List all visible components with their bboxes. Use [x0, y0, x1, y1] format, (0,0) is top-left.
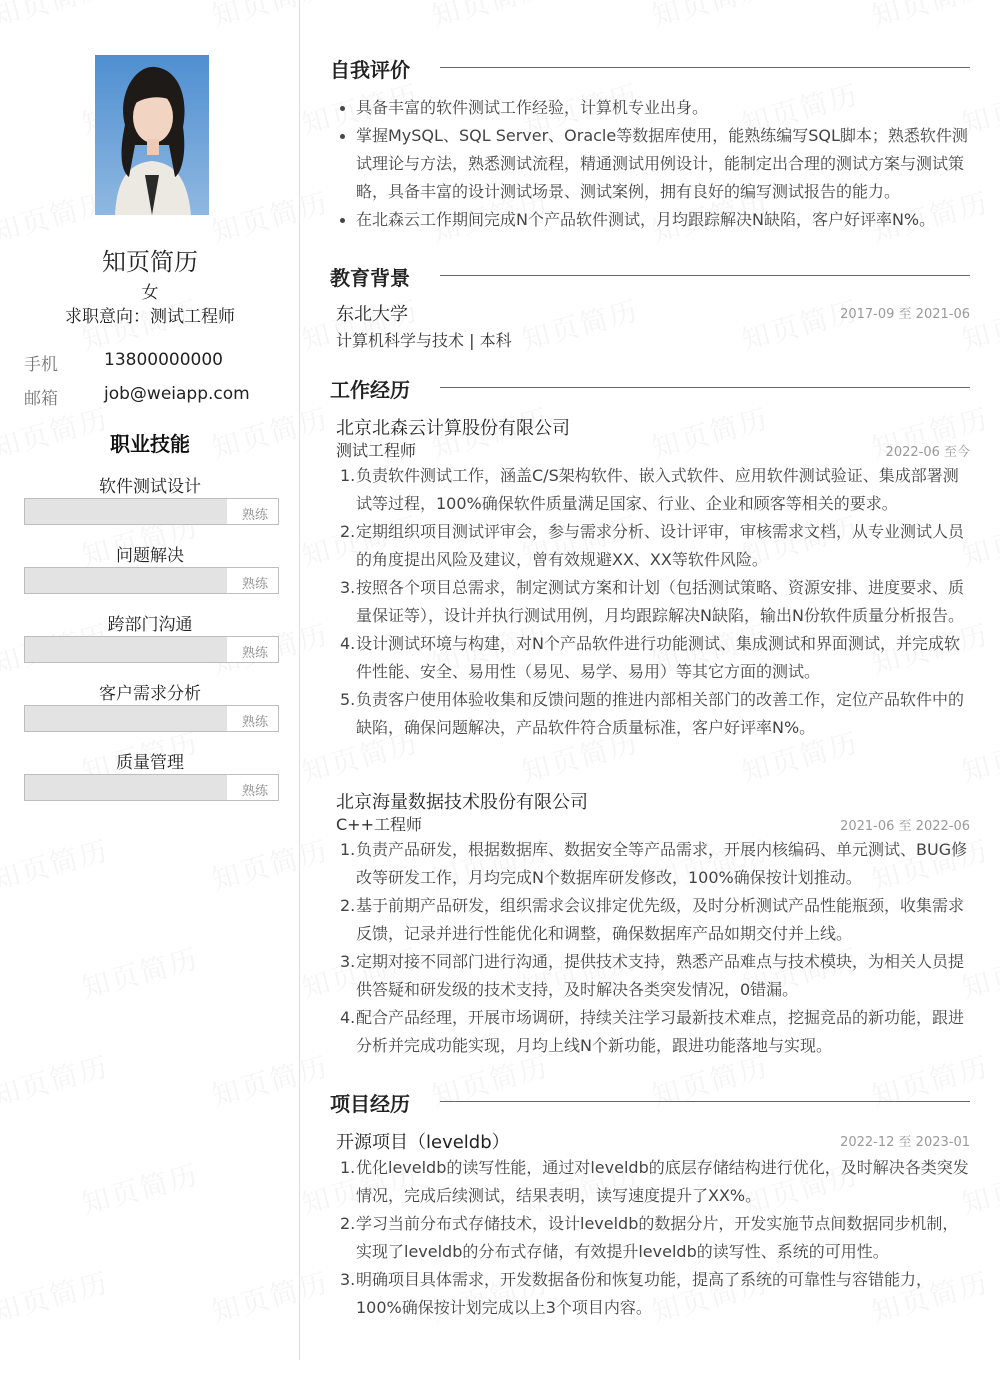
item-text: 定期对接不同部门进行沟通，提供技术支持，熟悉产品难点与技术模块，为相关人员提供答疑和研发级的技术支持，及时解决各类突发情况，0错漏。 [356, 952, 965, 999]
item-number: 1. [340, 1158, 356, 1177]
email-label: 邮箱 [24, 389, 58, 409]
item-number: 2. [340, 896, 356, 915]
skill-name: 问题解决 [116, 546, 184, 566]
item-text: 设计测试环境与构建，对N个产品软件进行功能测试、集成测试和界面测试，并完成软件性能、安全、易用性（易见、易学、易用）等其它方面的测试。 [356, 634, 960, 681]
job-date: 2022-06 至今 [885, 445, 970, 460]
candidate-gender: 女 [141, 283, 159, 303]
skill-level-bar [24, 705, 279, 732]
skill-name: 软件测试设计 [99, 477, 201, 497]
education-title: 教育背景 [330, 262, 410, 291]
school-name: 东北大学 [336, 304, 408, 325]
skill-level-fill [25, 775, 227, 800]
list-item [330, 1266, 970, 1322]
skill-level-fill [25, 637, 227, 662]
project-date: 2022-12 至 2023-01 [840, 1135, 970, 1150]
watermark-text [867, 0, 993, 35]
skill-level-bar [24, 567, 279, 594]
work-section [330, 374, 970, 402]
project-items-list [330, 1154, 970, 1322]
skills-title: 职业技能 [110, 432, 190, 456]
item-number: 2. [340, 522, 356, 541]
item-text: 按照各个项目总需求，制定测试方案和计划（包括测试策略、资源安排、进度要求、质量保证等），设计并执行测试用例，月均跟踪解决N缺陷，输出N份软件质量分析报告。 [356, 578, 965, 625]
list-item [330, 206, 970, 234]
list-item [330, 892, 970, 948]
job-date: 2021-06 至 2022-06 [840, 819, 970, 834]
list-item [330, 122, 970, 206]
skill-name: 跨部门沟通 [107, 615, 193, 635]
item-text: 明确项目具体需求，开发数据备份和恢复功能，提高了系统的可靠性与容错能力，100%确保按计划完成以上3个项目内容。 [356, 1270, 933, 1317]
job-entry [330, 788, 970, 1060]
job-role: C++工程师 [336, 815, 422, 834]
email-value: job@weiapp.com [104, 384, 250, 404]
item-number: 4. [340, 1008, 356, 1027]
item-number: 1. [340, 466, 356, 485]
watermark-text [647, 0, 773, 35]
project-name: 开源项目（leveldb） [336, 1132, 510, 1153]
item-text: 在北森云工作期间完成N个产品软件测试，月均跟踪解决N缺陷，客户好评率N%。 [356, 210, 936, 229]
list-item [330, 1004, 970, 1060]
item-number: 3. [340, 1270, 356, 1289]
skill-level-label: 熟练 [241, 715, 268, 730]
item-text: 负责软件测试工作，涵盖C/S架构软件、嵌入式软件、应用软件测试验证、集成部署测试等过程，100%确保软件质量满足国家、行业、企业和顾客等相关的要求。 [356, 466, 959, 513]
item-text: 配合产品经理，开展市场调研，持续关注学习最新技术难点，挖掘竞品的新功能，跟进分析并完成功能实现，月均上线N个新功能，跟进功能落地与实现。 [356, 1008, 965, 1055]
section-divider [440, 387, 970, 388]
skill-level-bar [24, 636, 279, 663]
projects-section [330, 1088, 970, 1322]
skill-level-fill [25, 499, 227, 524]
phone-value: 13800000000 [104, 350, 223, 370]
list-item [330, 1154, 970, 1210]
section-divider [440, 275, 970, 276]
item-number: 2. [340, 1214, 356, 1233]
skill-level-fill [25, 706, 227, 731]
skill-level-bar [24, 774, 279, 801]
item-text: 掌握MySQL、SQL Server、Oracle等数据库使用，能熟练编写SQL脚本；熟悉软件测试理论与方法，熟悉测试流程，精通测试用例设计，能制定出合理的测试方案与测试策略，具备丰富的设计测试场景、测试案例，拥有良好的编写测试报告的能力。 [356, 126, 968, 201]
list-item [330, 518, 970, 574]
phone-label: 手机 [24, 355, 58, 375]
list-item [330, 836, 970, 892]
section-divider [440, 67, 970, 68]
skill-name: 客户需求分析 [99, 684, 201, 704]
list-item [330, 686, 970, 742]
education-major: 计算机科学与技术 | 本科 [336, 331, 512, 350]
item-text: 基于前期产品研发，组织需求会议排定优先级，及时分析测试产品性能瓶颈，收集需求反馈，记录并进行性能优化和调整，确保数据库产品如期交付并上线。 [356, 896, 965, 943]
projects-title: 项目经历 [330, 1088, 410, 1117]
item-text: 优化leveldb的读写性能，通过对leveldb的底层存储结构进行优化，及时解决各类突发情况，完成后续测试，结果表明，读写速度提升了XX%。 [356, 1158, 969, 1205]
education-date: 2017-09 至 2021-06 [840, 307, 970, 322]
list-item [330, 630, 970, 686]
section-divider [440, 1101, 970, 1102]
list-item [330, 94, 970, 122]
work-title: 工作经历 [330, 374, 410, 403]
skill-level-label: 熟练 [241, 508, 268, 523]
skill-level-bar [24, 498, 279, 525]
item-text: 学习当前分布式存储技术，设计leveldb的数据分片，开发实施节点间数据同步机制，实现了leveldb的分布式存储，有效提升leveldb的读写性、系统的可用性。 [356, 1214, 959, 1261]
job-role: 测试工程师 [336, 441, 417, 460]
item-text: 负责客户使用体验收集和反馈问题的推进内部相关部门的改善工作，定位产品软件中的缺陷，确保问题解决，产品软件符合质量标准，客户好评率N%。 [356, 690, 965, 737]
skill-level-fill [25, 568, 227, 593]
company-name: 北京北森云计算股份有限公司 [336, 418, 570, 439]
item-number: 4. [340, 634, 356, 653]
item-text: 定期组织项目测试评审会，参与需求分析、设计评审，审核需求文档，从专业测试人员的角度提出风险及建议，曾有效规避XX、XX等软件风险。 [356, 522, 965, 569]
sidebar [0, 0, 300, 1360]
education-section [330, 262, 970, 351]
job-entry [330, 414, 970, 742]
self-eval-title: 自我评价 [330, 54, 410, 83]
item-text: 具备丰富的软件测试工作经验，计算机专业出身。 [356, 98, 709, 117]
skill-name: 质量管理 [116, 753, 184, 773]
item-number: 5. [340, 690, 356, 709]
self-eval-section [330, 54, 970, 234]
list-item [330, 462, 970, 518]
list-item [330, 1210, 970, 1266]
list-item [330, 948, 970, 1004]
self-eval-list [330, 94, 970, 234]
job-duties-list [330, 836, 970, 1060]
candidate-name: 知页简历 [102, 248, 198, 276]
job-duties-list [330, 462, 970, 742]
skill-level-label: 熟练 [241, 646, 268, 661]
skill-level-label: 熟练 [241, 577, 268, 592]
item-number: 3. [340, 952, 356, 971]
company-name: 北京海量数据技术股份有限公司 [336, 792, 588, 813]
item-number: 1. [340, 840, 356, 859]
watermark-text [427, 0, 553, 35]
job-intent: 求职意向：测试工程师 [65, 307, 235, 327]
item-text: 负责产品研发，根据数据库、数据安全等产品需求，开展内核编码、单元测试、BUG修改等研发工作，月均完成N个数据库研发修改，100%确保按计划推动。 [356, 840, 968, 887]
profile-photo [95, 55, 209, 215]
list-item [330, 574, 970, 630]
skill-level-label: 熟练 [241, 784, 268, 799]
item-number: 3. [340, 578, 356, 597]
